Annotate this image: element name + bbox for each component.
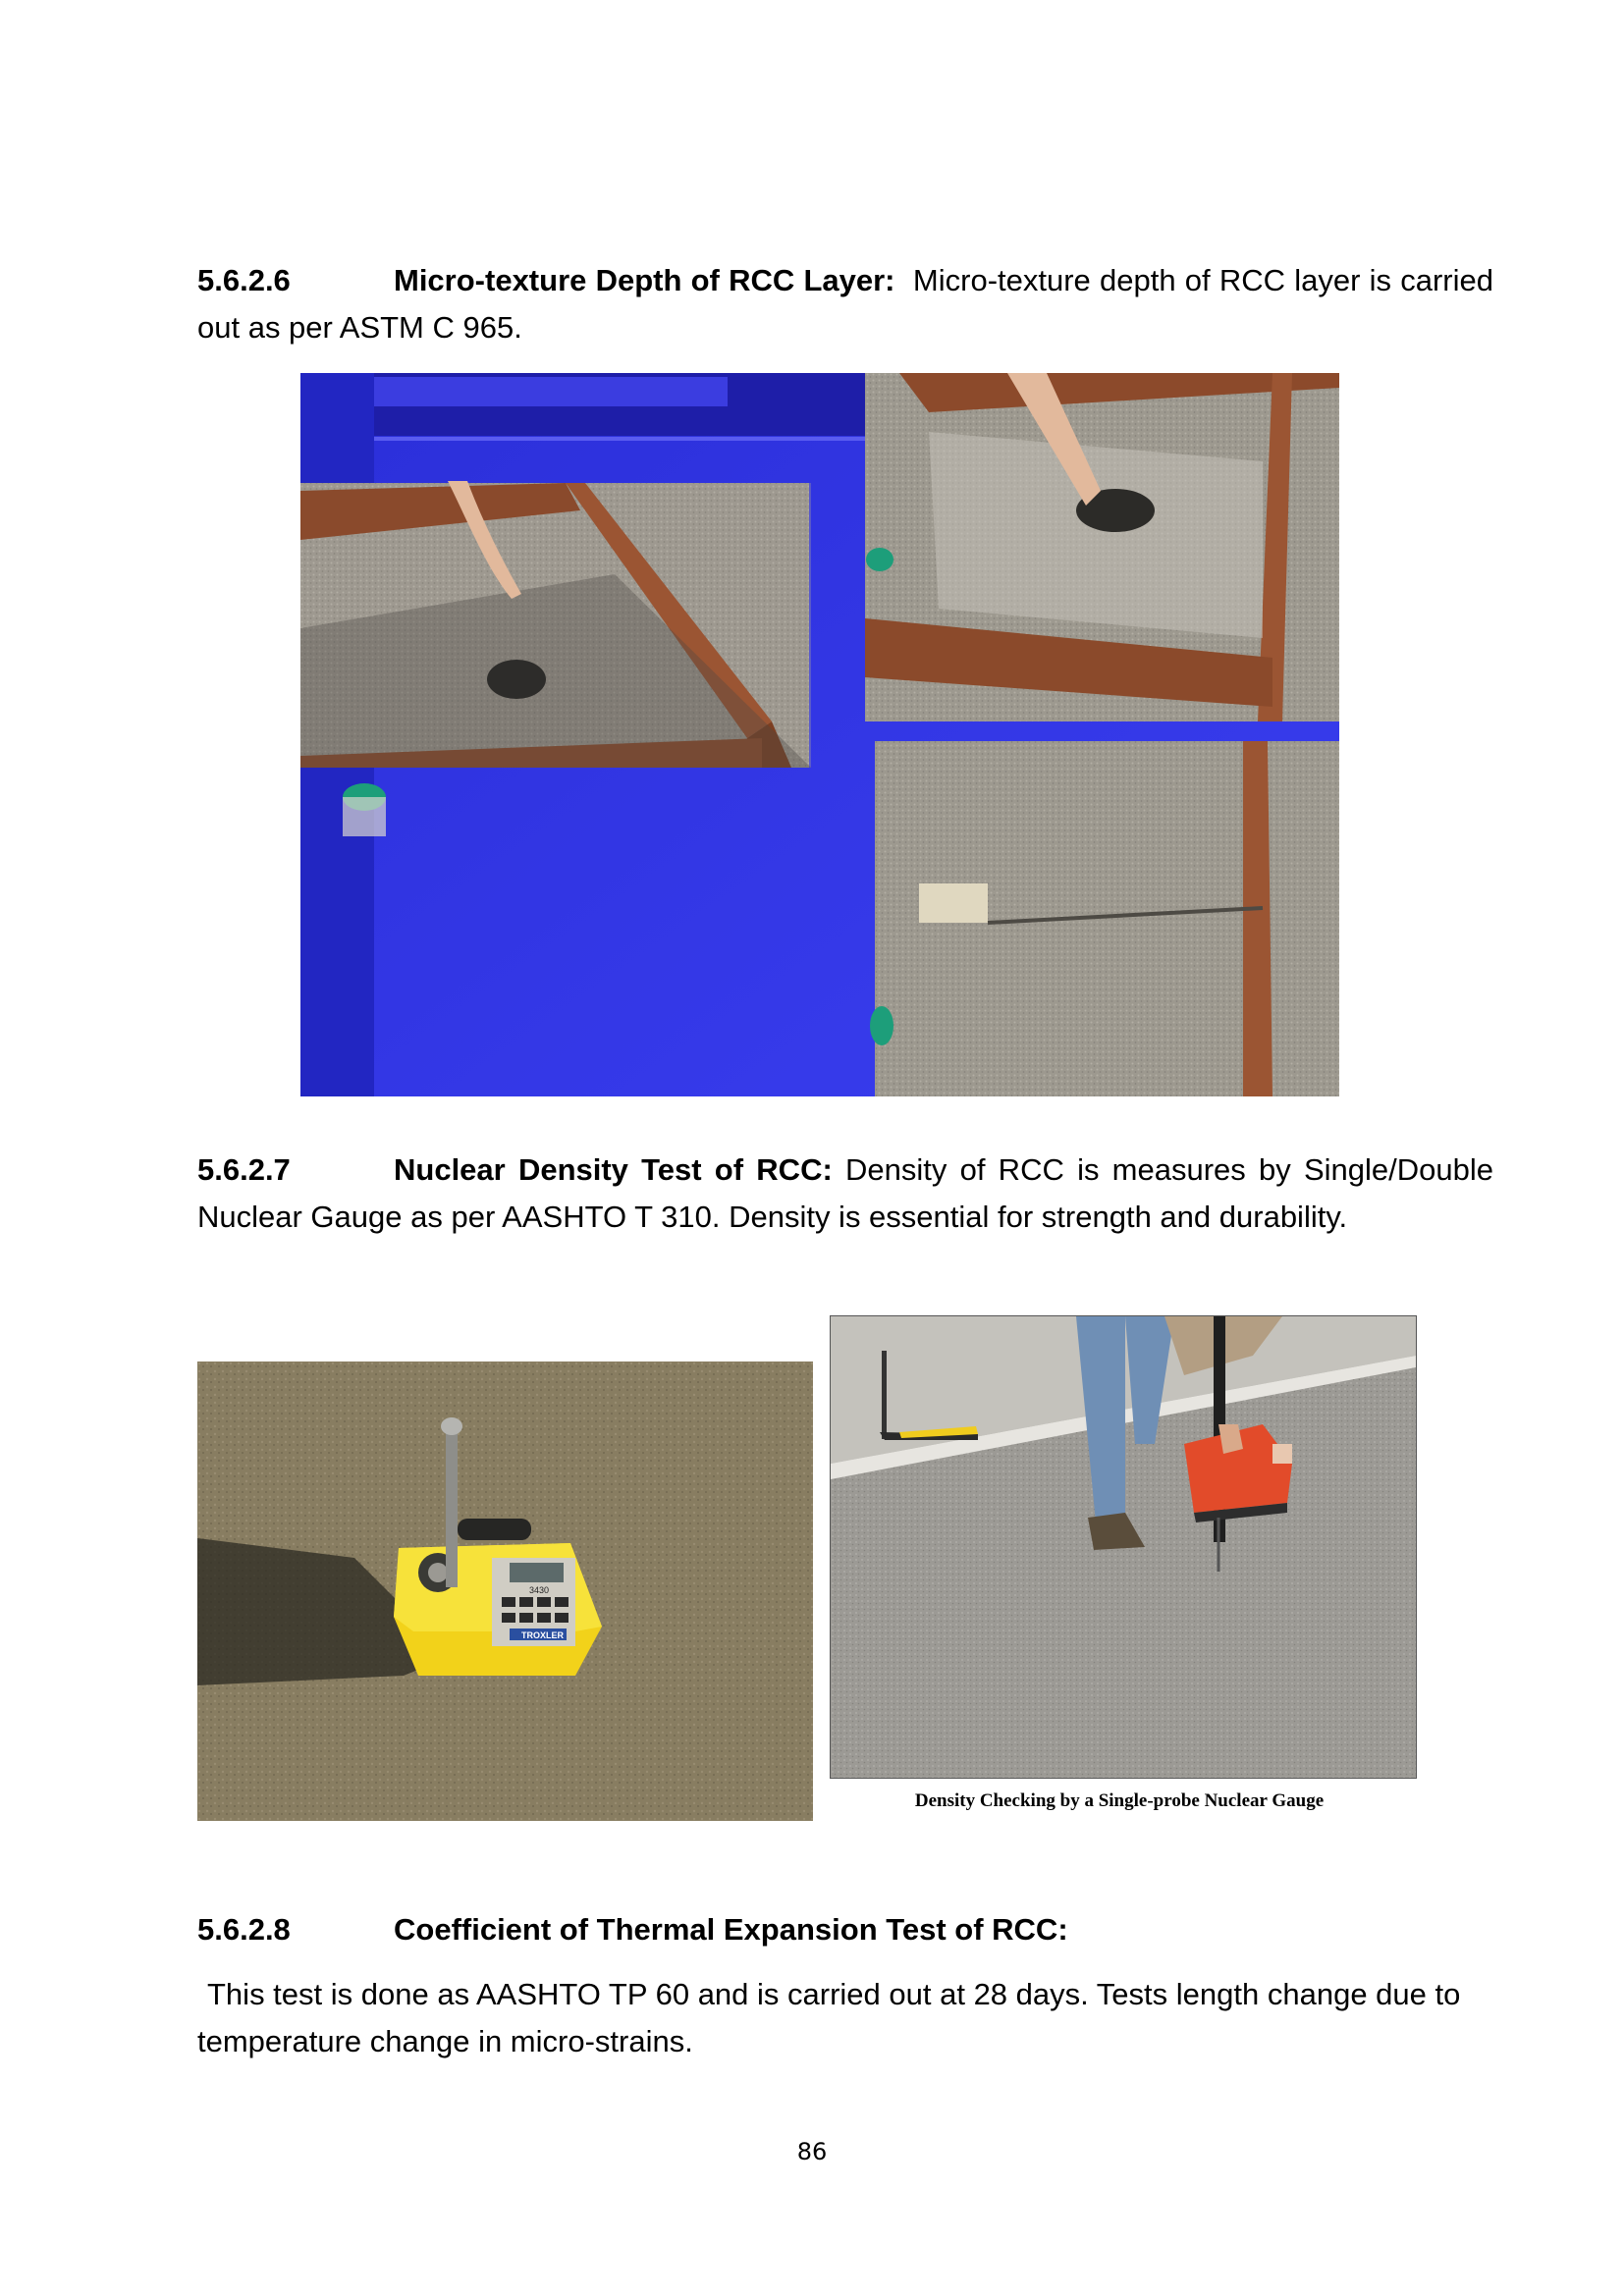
section-title: Micro-texture Depth of RCC Layer: (394, 263, 895, 297)
section-5-6-2-6 (197, 257, 1493, 351)
gauge-brand-text: TROXLER (521, 1630, 565, 1640)
section-number: 5.6.2.6 (197, 263, 291, 297)
section-body: Density of RCC is measures by Single/Double Nuclear Gauge as per AASHTO T 310. Density is essential for strength and durability. (197, 1152, 1493, 1234)
texture-photo-top-right (865, 373, 1339, 721)
section-5-6-2-8-body (197, 1971, 1493, 2065)
section-5-6-2-8-heading (197, 1906, 1493, 1953)
section-5-6-2-7 (197, 1147, 1493, 1241)
page-number: 86 (796, 2138, 828, 2165)
section-body: Micro-texture depth of RCC layer is carried out as per ASTM C 965. (197, 263, 1493, 345)
nuclear-gauge-photo (197, 1362, 813, 1821)
gauge-model-text: 3430 (529, 1585, 550, 1595)
section-title: Coefficient of Thermal Expansion Test of RCC: (394, 1912, 1068, 1947)
texture-photo-bottom-right (870, 741, 1339, 1096)
section-number: 5.6.2.8 (197, 1912, 291, 1947)
figure-caption: Density Checking by a Single-probe Nuclear Gauge (914, 1790, 1325, 1811)
section-title: Nuclear Density Test of RCC: (394, 1152, 833, 1187)
micro-texture-photo-collage (300, 373, 1339, 1096)
single-probe-gauge-photo (830, 1315, 1417, 1779)
section-body: This test is done as AASHTO TP 60 and is carried out at 28 days. Tests length change due to temperature change in micro-strains. (197, 1977, 1461, 2058)
section-number: 5.6.2.7 (197, 1152, 291, 1187)
